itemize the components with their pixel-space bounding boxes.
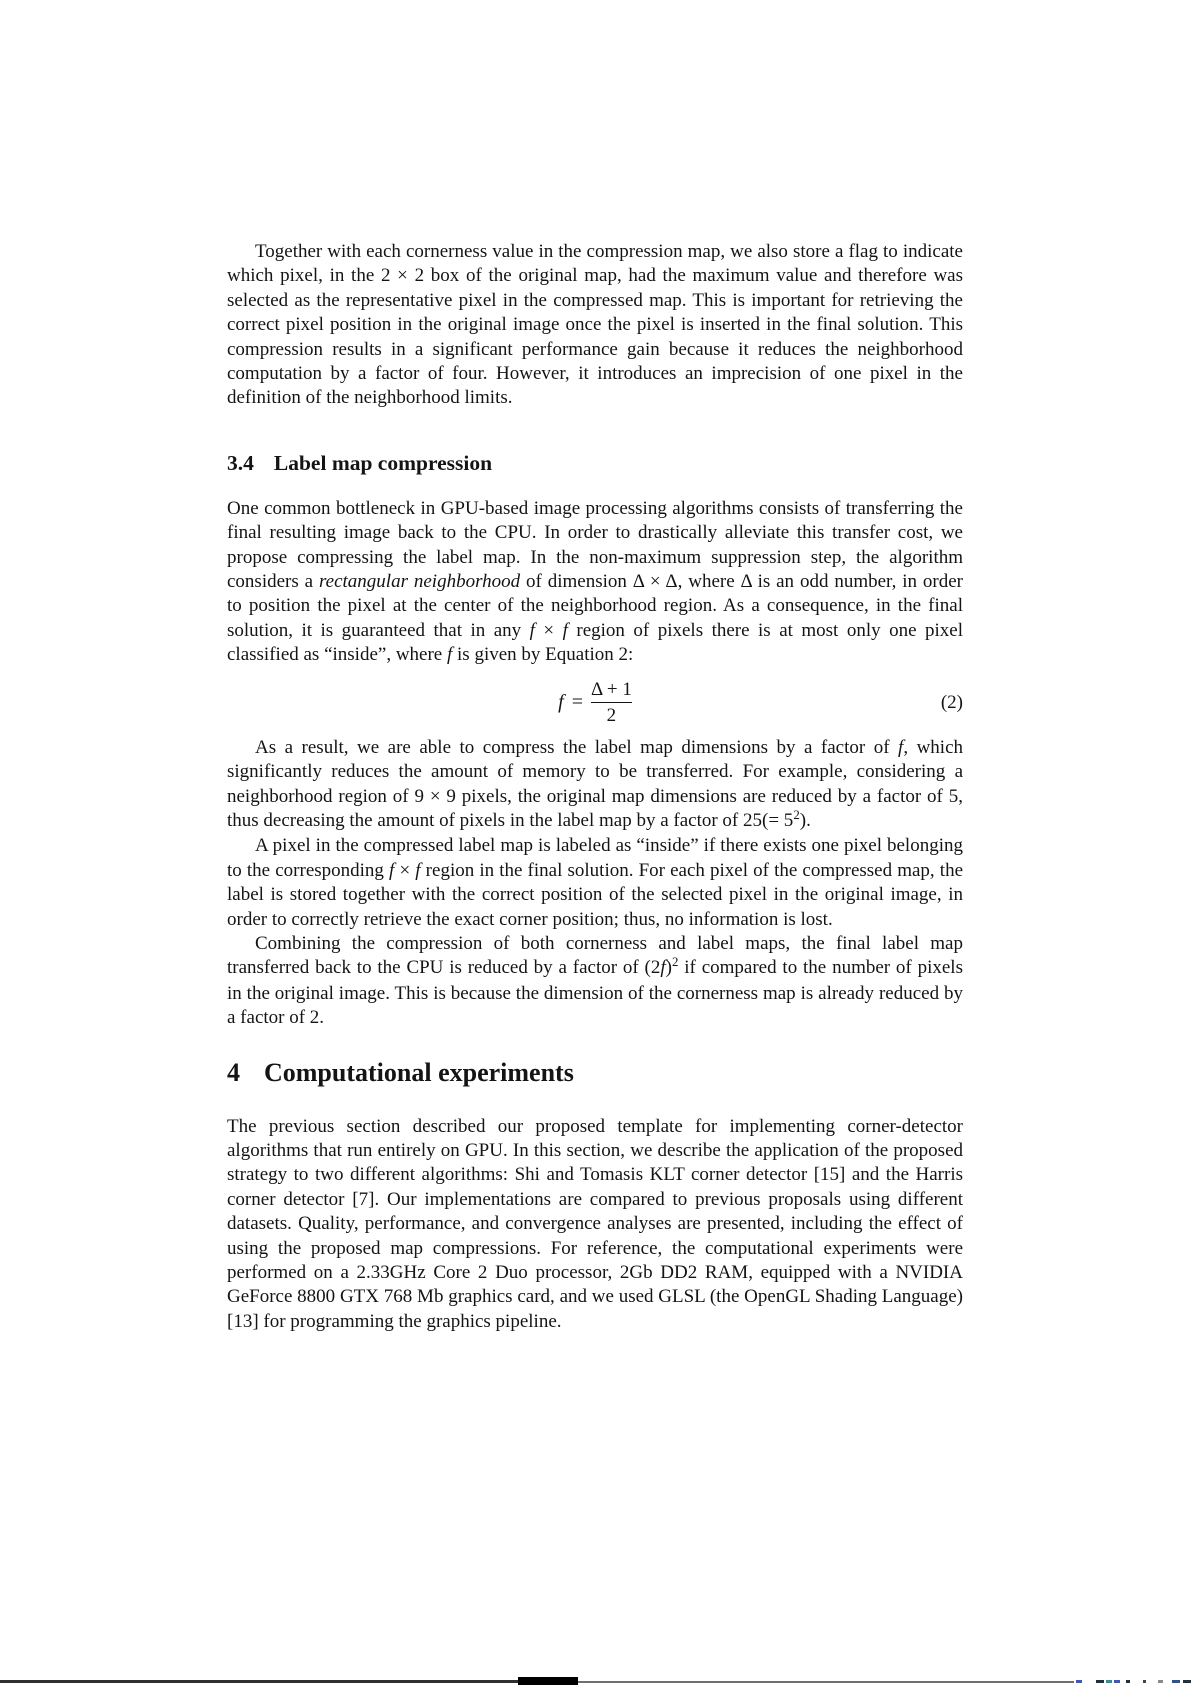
equation-body [227,680,963,726]
scan-edge-bar [518,1677,578,1685]
scan-noise-dash [1172,1680,1180,1683]
paragraph-combined-compression: Combining the compression of both cornerness and label maps, the final label map transferred back to the CPU is reduced by a factor of $(2f)^2$ if compared to the number of pixels in the original image. This is because the dimension of the cornerness map is already reduced by a factor of 2. [227,932,963,1029]
scan-noise-dash [1076,1680,1082,1683]
scan-noise-dash [1114,1680,1120,1683]
paragraph-inside-label: A pixel in the compressed label map is labeled as “inside” if there exists one pixel belonging to the corresponding f × f region in the final solution. For each pixel of the compressed map, the label is stored together with the correct position of the selected pixel in the original image, in order to correctly retrieve the exact corner position; thus, no information is lost. [227,835,964,930]
scan-noise-dash [1158,1680,1163,1683]
section-heading-label-map-compression [227,450,963,477]
equation-number: (2) [940,691,963,713]
fraction-bar [591,702,632,703]
section-number: 4 [227,1057,240,1087]
equation-lhs: f [558,691,564,714]
scan-noise-dash [1126,1680,1130,1683]
paragraph-compression-result: As a result, we are able to compress the label map dimensions by a factor of f, which significantly reduces the amount of memory to be transferred. For example, considering a neighborhood region of 9 × 9 pixels, the original map dimensions are reduced by a factor of 5, thus decreasing the amount of pixels in the label map by a factor of $25(= 5^2)$. [227,736,963,831]
scan-noise-dash [1143,1680,1146,1683]
scan-noise-dash [1183,1680,1191,1683]
section-heading-computational-experiments [227,1057,963,1089]
equation-fraction [591,680,632,726]
paragraph-compression-flag: Together with each cornerness value in the compression map, we also store a flag to indicate which pixel, in the 2 × 2 box of the original map, had the maximum value and therefore was selected as the representative pixel in the compressed map. This is important for retrieving the correct pixel position in the original image once the pixel is inserted in the final solution. This compression results in a significant performance gain because it reduces the neighborhood computation by a factor of four. However, it introduces an imprecision of one pixel in the definition of the neighborhood limits. [227,241,963,409]
scan-noise-dash [1106,1680,1112,1683]
scan-noise-dashes [1076,1680,1191,1684]
scan-edge-line-right [578,1681,1074,1683]
equation-2 [227,676,963,730]
scan-noise-dash [1096,1680,1104,1683]
fraction-numerator: Δ + 1 [590,678,632,700]
section-title: Computational experiments [264,1057,574,1087]
scan-edge-line-left [0,1680,518,1683]
paragraph-label-map-intro: One common bottleneck in GPU-based image processing algorithms consists of transferring the final resulting image back to the CPU. In order to drastically alleviate this transfer cost, we propose compressing the label map. In the non-maximum suppression step, the algorithm considers a rectangular neighborhood of dimension Δ × Δ, where Δ is an odd number, in order to position the pixel at the center of the neighborhood region. As a consequence, in the final solution, it is guaranteed that in any f × f region of pixels there is at most only one pixel classified as “inside”, where f is given by Equation 2: [227,497,963,666]
page-content [227,240,963,1334]
paragraph-experiments-intro: The previous section described our proposed template for implementing corner-detector algorithms that run entirely on GPU. In this section, we describe the application of the proposed strategy to two different algorithms: Shi and Tomasis KLT corner detector [15] and the Harris corner detector [7]. Our implementations are compared to previous proposals using different datasets. Quality, performance, and convergence analyses are presented, including the effect of using the proposed map compressions. For reference, the computational experiments were performed on a 2.33GHz Core 2 Duo processor, 2Gb DD2 RAM, equipped with a NVIDIA GeForce 8800 GTX 768 Mb graphics card, and we used GLSL (the OpenGL Shading Language) [13] for programming the graphics pipeline. [227,1115,963,1332]
equation-equals: = [571,691,583,714]
fraction-denominator: 2 [606,704,617,726]
section-title: Label map compression [273,450,493,475]
section-number: 3.4 [227,450,254,475]
